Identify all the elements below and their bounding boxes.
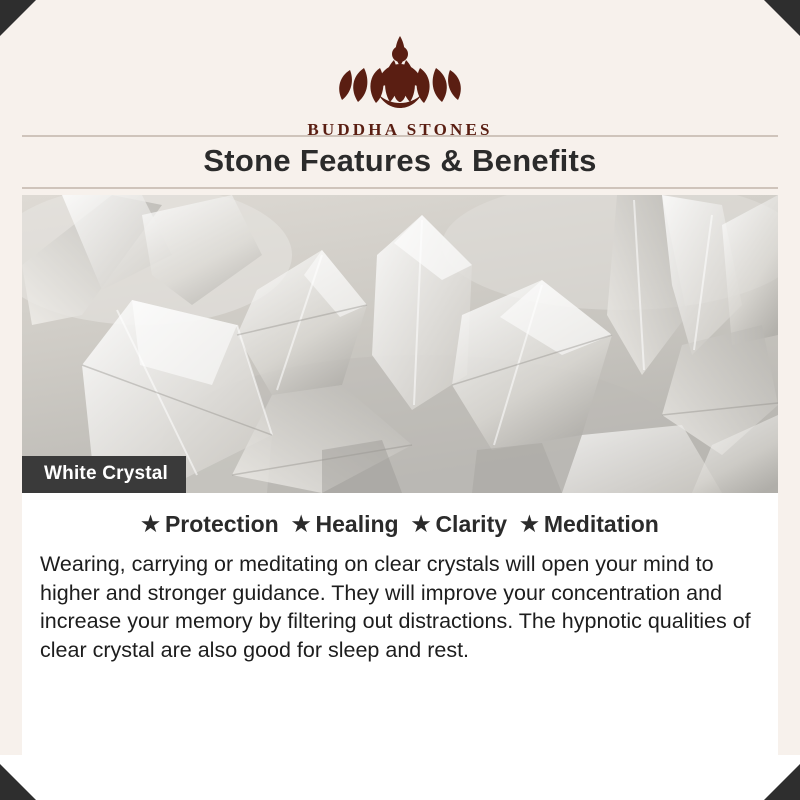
brand-name: BUDDHA STONES (307, 120, 493, 139)
header (0, 0, 800, 195)
white-crystal-cluster-image (22, 195, 778, 493)
benefits-list (36, 511, 764, 538)
corner-decoration-top-left (0, 0, 36, 36)
lotus-meditation-icon (320, 26, 480, 114)
star-icon: ★ (411, 513, 431, 536)
benefit-label: Healing (315, 511, 399, 537)
benefit-label: Clarity (435, 511, 508, 537)
description-text: Wearing, carrying or meditating on clear crystals will open your mind to higher and stronger guidance. They will improve your concentration and increase your memory by filtering out distractions. The hypnotic qualities of clear crystal are also good for sleep and rest. (40, 552, 751, 662)
benefit-label: Protection (164, 511, 279, 537)
photo-caption: White Crystal (22, 456, 186, 493)
brand-logo (0, 0, 800, 140)
star-icon: ★ (141, 513, 160, 536)
bottom-spacer (0, 755, 800, 800)
corner-decoration-bottom-left (0, 764, 36, 800)
benefit-label: Meditation (543, 511, 659, 537)
crystal-photo (22, 195, 778, 493)
benefit-item (292, 511, 399, 538)
corner-decoration-bottom-right (764, 764, 800, 800)
benefit-item (141, 511, 279, 538)
content-panel (22, 493, 778, 773)
corner-decoration-top-right (764, 0, 800, 36)
star-icon: ★ (520, 513, 539, 536)
page-title: Stone Features & Benefits (203, 143, 597, 178)
title-band (22, 135, 778, 189)
benefit-item (412, 511, 507, 538)
star-icon: ★ (291, 513, 311, 536)
benefit-item (520, 511, 659, 538)
